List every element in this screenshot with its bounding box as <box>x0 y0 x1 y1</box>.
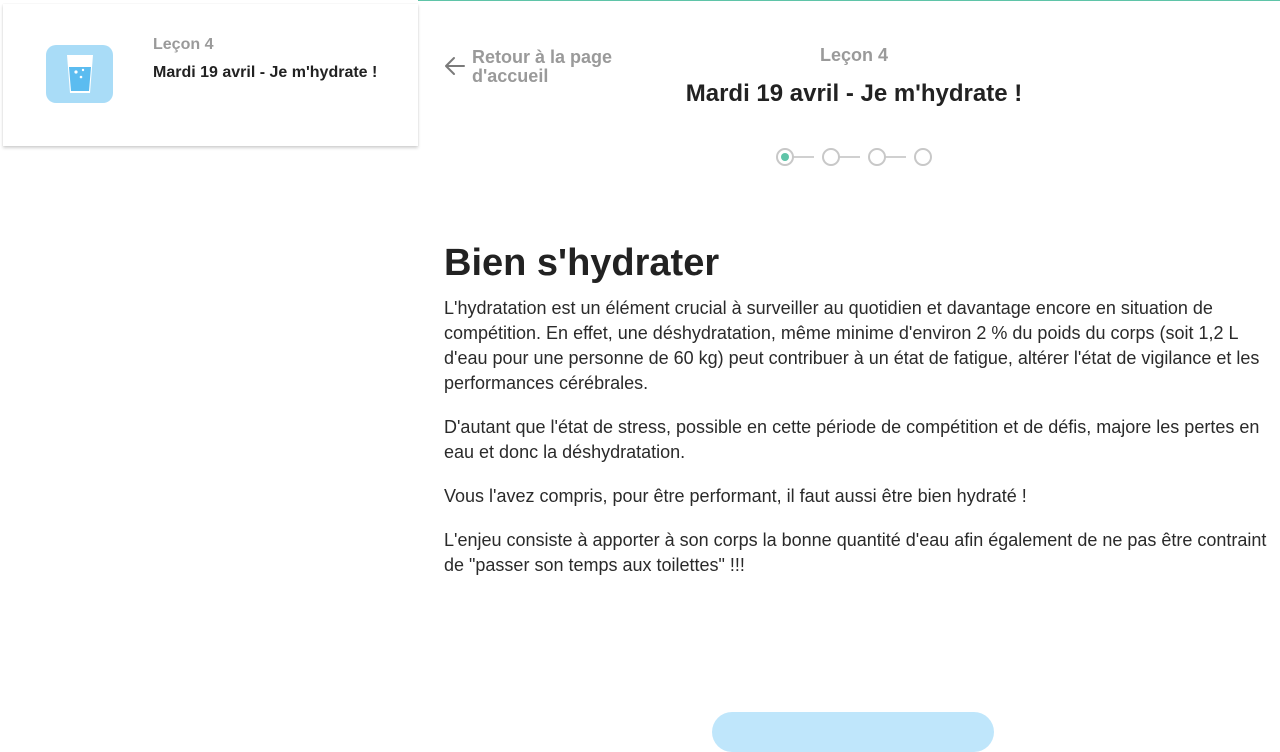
lesson-card-kicker: Leçon 4 <box>153 36 214 53</box>
section-heading: Bien s'hydrater <box>444 242 720 284</box>
step-1[interactable] <box>777 149 793 165</box>
step-3[interactable] <box>869 149 885 165</box>
lesson-content <box>444 240 1270 597</box>
lesson-icon-tile <box>46 45 113 103</box>
progress-stepper <box>774 146 936 168</box>
lesson-kicker: Leçon 4 <box>819 45 889 65</box>
step-2[interactable] <box>823 149 839 165</box>
step-4[interactable] <box>915 149 931 165</box>
top-accent-line <box>418 0 1280 1</box>
page-title: Mardi 19 avril - Je m'hydrate ! <box>685 80 1023 107</box>
water-glass-icon <box>65 53 95 95</box>
paragraph: L'enjeu consiste à apporter à son corps la bonne quantité d'eau afin également de ne pas être contraint de "passer son temps aux toilettes" !!! <box>444 530 1267 575</box>
paragraph: D'autant que l'état de stress, possible en cette période de compétition et de défis, majore les pertes en eau et donc la déshydratation. <box>444 417 1260 462</box>
paragraph: L'hydratation est un élément crucial à surveiller au quotidien et davantage encore en situation de compétition. En effet, une déshydratation, même minime d'environ 2 % du poids du corps (soit 1,2 L d'eau pour une personne de 60 kg) peut contribuer à un état de fatigue, altérer l'état de vigilance et les performances cérébrales. <box>444 298 1260 393</box>
lesson-card[interactable] <box>3 4 418 146</box>
paragraph: Vous l'avez compris, pour être performant, il faut aussi être bien hydraté ! <box>444 486 1027 506</box>
arrow-left-icon <box>444 56 466 76</box>
lesson-card-title: Mardi 19 avril - Je m'hydrate ! <box>153 64 378 81</box>
next-button[interactable] <box>712 712 994 752</box>
back-link-label: Retour à la page d'accueil <box>472 47 613 86</box>
back-to-home-link[interactable] <box>444 48 634 88</box>
